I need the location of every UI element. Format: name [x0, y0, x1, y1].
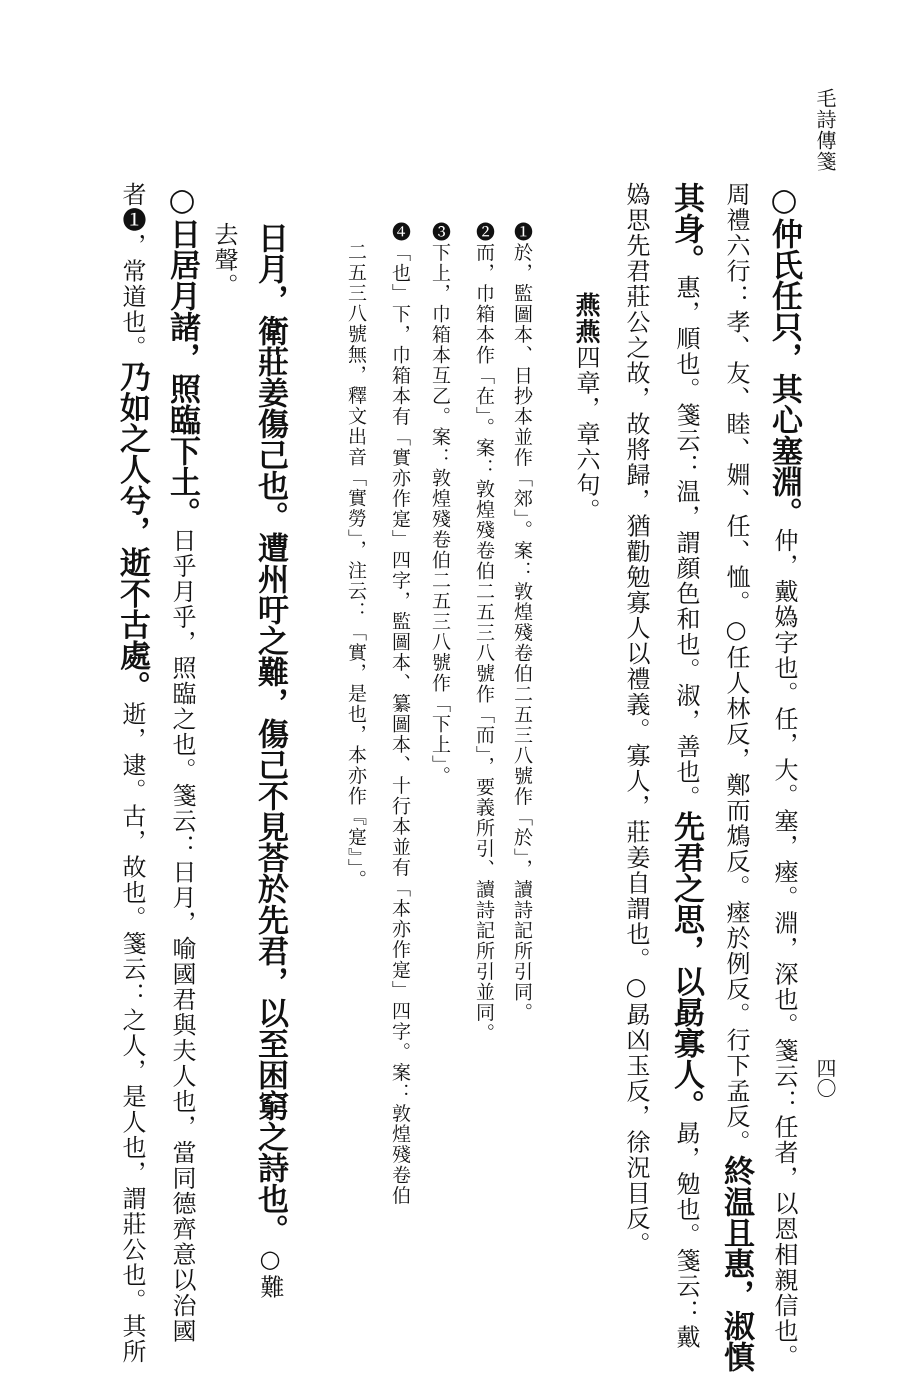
collation-note-4: ❹「也」下，巾箱本有「實亦作寔」四字，監圖本、纂圖本、十行本並有「本亦作寔」四字。案：敦煌殘卷伯 [389, 222, 411, 1206]
text-column-3 [666, 182, 704, 1350]
poem-line: ○日居月諸，照臨下土。 [164, 182, 200, 528]
poem-title: 日月， [252, 222, 288, 315]
poem-line: ○仲氏任只，其心塞淵。 [766, 182, 802, 528]
text-column-8 [112, 182, 150, 1365]
collation-note-3: ❸下上，巾箱本互乙。案：敦煌殘卷伯二五三八號作「下上」。 [429, 222, 451, 787]
collation-note-2: ❷而，巾箱本作「在」。案：敦煌殘卷伯二五三八號作「而」，要義所引、讀詩記所引並同。 [473, 222, 495, 1044]
text-column-1 [764, 182, 802, 1370]
text-column-pronunciation [204, 222, 242, 1312]
commentary: ○難 [256, 1245, 284, 1300]
collation-note-4-cont: 二五三八號無，釋文出音「實勞」，注云：「實，是也，本亦作『寔』」。 [345, 242, 367, 890]
commentary: 者❶，常道也。 [118, 182, 146, 361]
text-column-7 [162, 182, 200, 1344]
commentary: 逝，逮。古，故也。箋云：之人，是人也，謂莊公也。其所 [118, 701, 146, 1365]
page-number: 四〇 [813, 1058, 837, 1098]
text-column-2 [716, 182, 754, 1372]
text-column-preface [250, 222, 288, 1312]
collation-note-1: ❶於，監圖本、日抄本並作「郊」。案：敦煌殘卷伯二五三八號作「於」，讀詩記所引同。 [511, 222, 533, 1023]
commentary: 仲，戴媯字也。任，大。塞，瘞。淵，深也。箋云：任者，以恩相親信也。 [770, 528, 798, 1370]
poem-line: 乃如之人兮，逝不古處。 [114, 360, 150, 702]
commentary: 日乎月乎，照臨之也。箋云：日月，喻國君與夫人也，當同德齊意以治國 [168, 528, 196, 1344]
commentary: 勗，勉也。箋云：戴 [672, 1120, 700, 1350]
section-summary [566, 292, 604, 1382]
commentary: 媯思先君莊公之故，故將歸，猶勸勉寡人以禮義。寡人，莊姜自謂也。○勗凶玉反，徐況目反。 [622, 182, 650, 1257]
stanza-count: 四章，章六句。 [572, 345, 600, 524]
poem-line: 先君之思，以勗寡人。 [668, 810, 704, 1121]
poem-line: 其身。 [668, 182, 704, 275]
poem-preface: 衛莊姜傷己也。遭州吁之難，傷己不見荅於先君，以至困窮之詩也。 [252, 315, 288, 1245]
commentary: 去聲。 [210, 222, 238, 299]
poem-title: 燕燕 [572, 292, 601, 345]
commentary: 惠，順也。箋云：温，謂顔色和也。淑，善也。 [672, 275, 700, 811]
poem-line: 終温且惠，淑慎 [718, 1155, 754, 1372]
running-header-title: 毛詩傳箋 [813, 88, 837, 172]
commentary: 周禮六行：孝、友、睦、婣、任、恤。○任人林反，鄭而鴆反。瘞於例反。行下孟反。 [722, 182, 750, 1155]
text-column-4 [616, 182, 654, 1272]
